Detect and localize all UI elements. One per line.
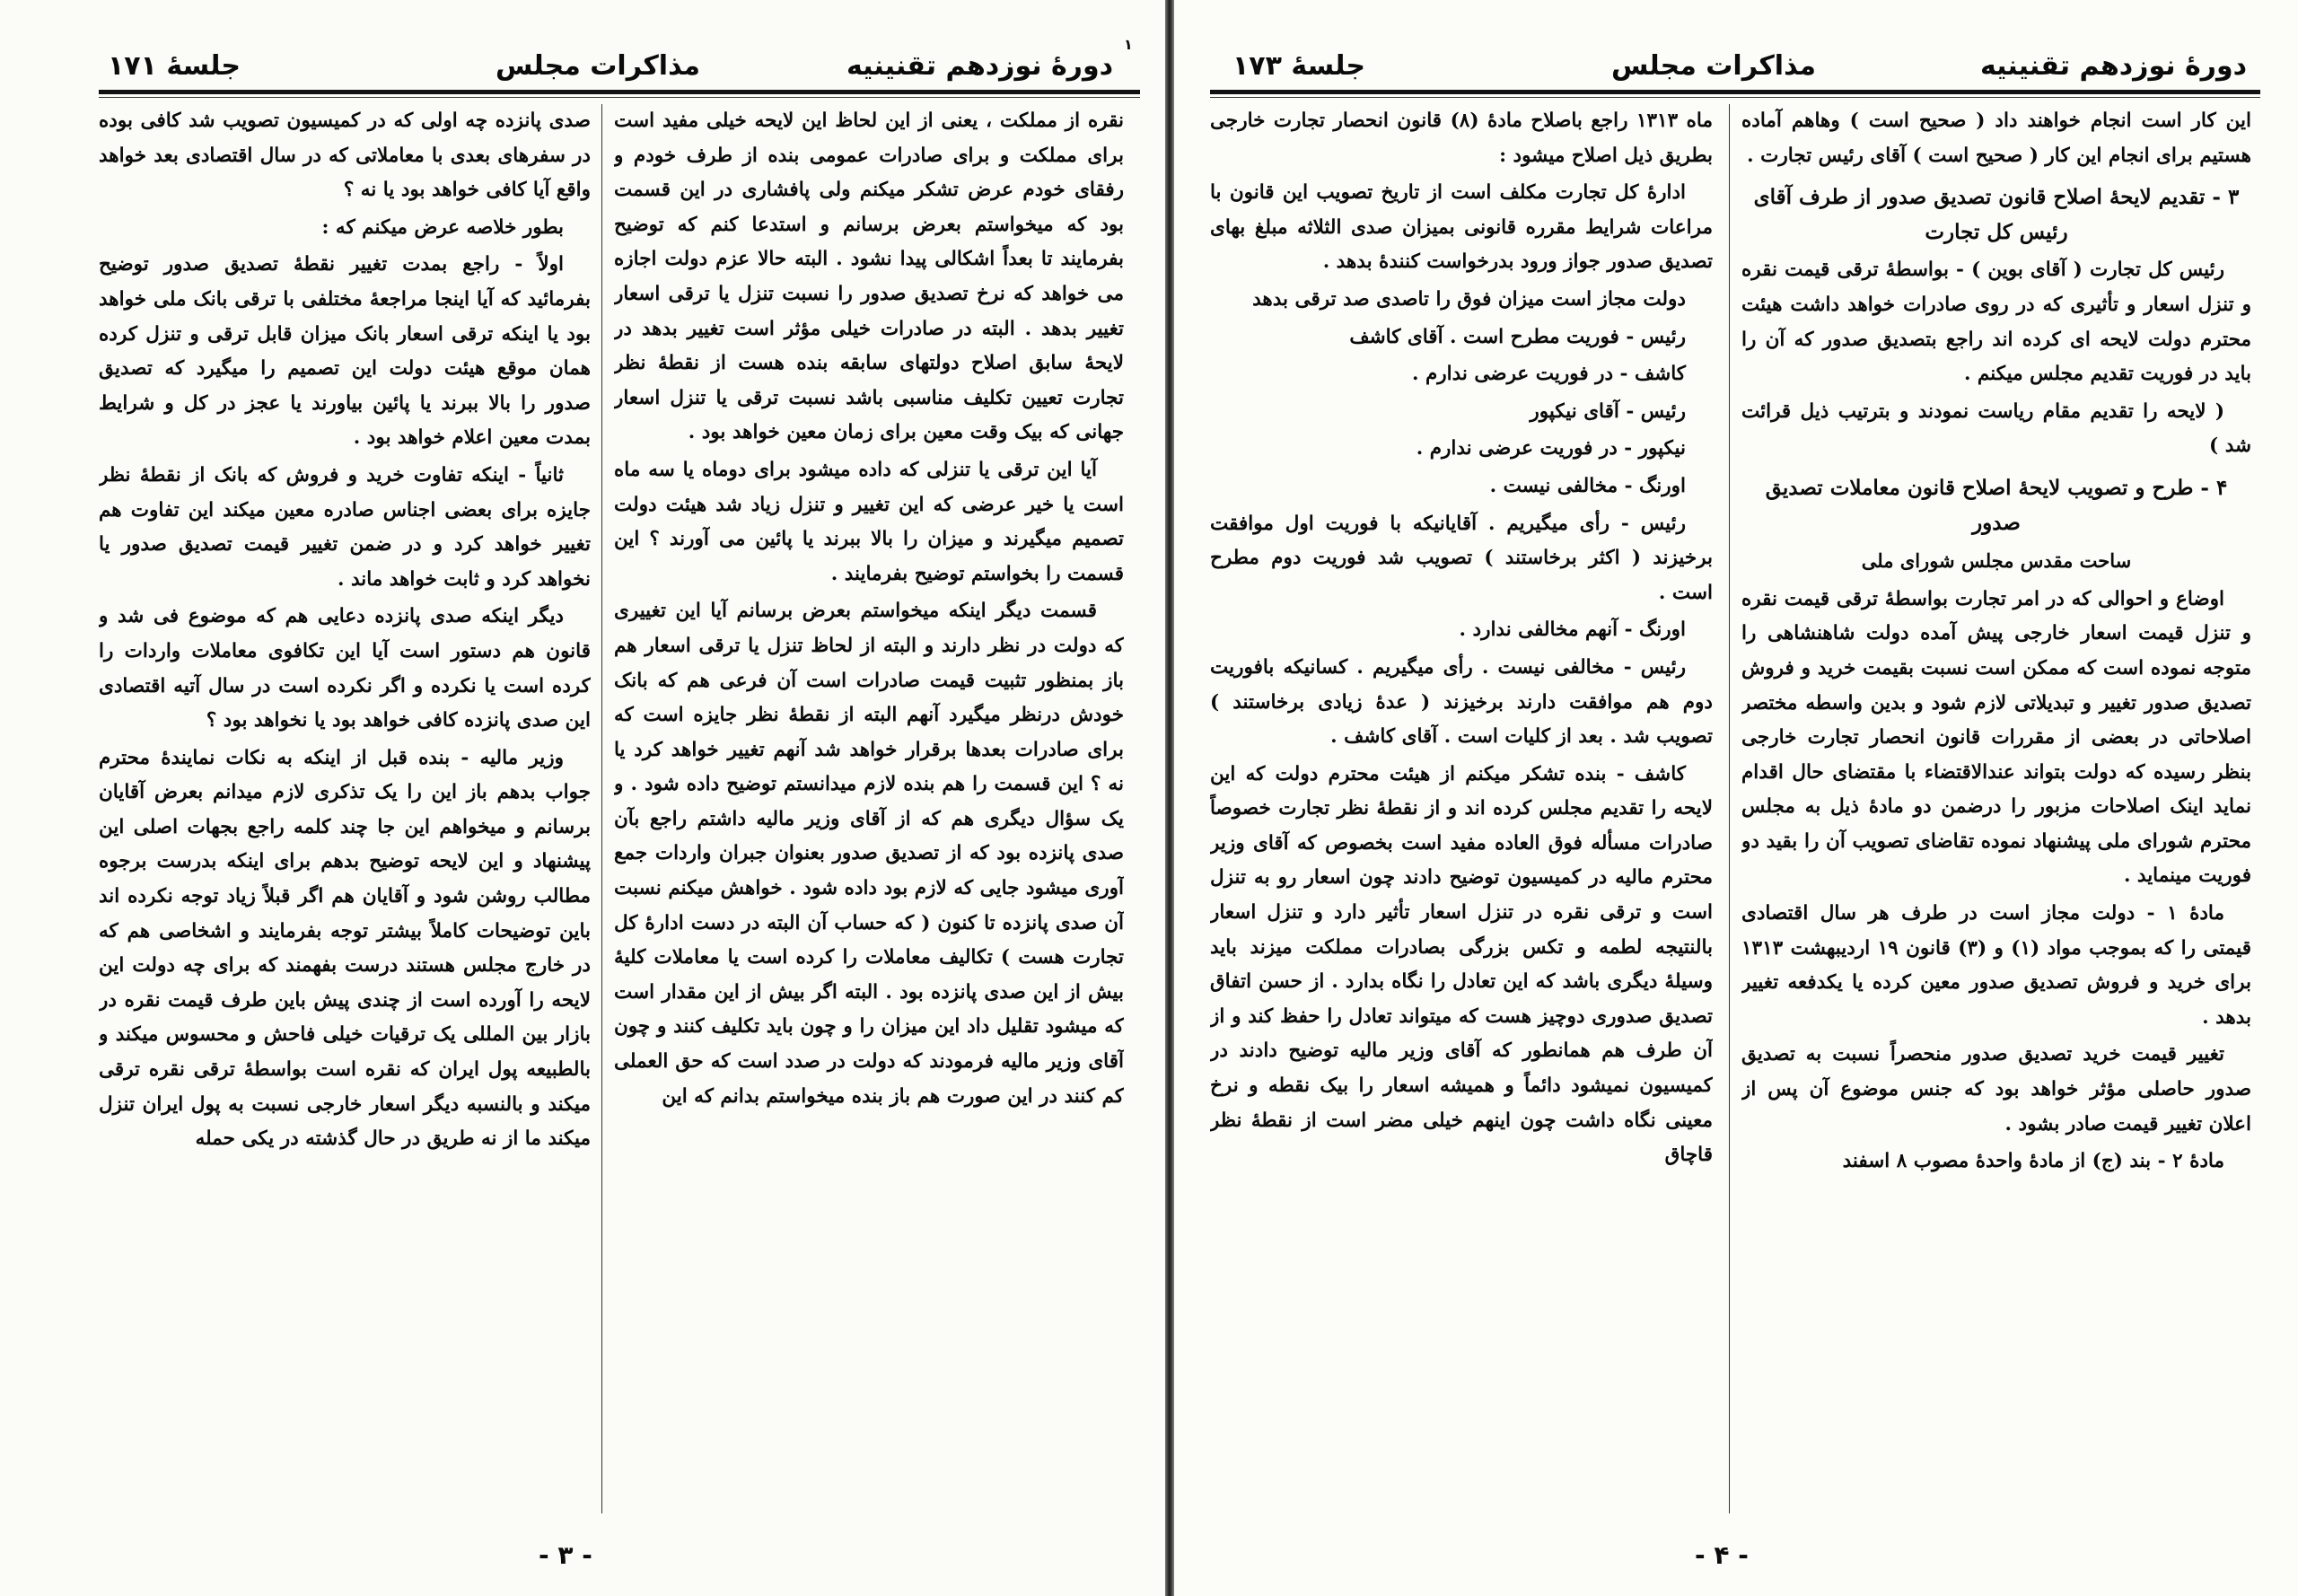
paragraph: وزیر مالیه - بنده قبل از اینکه به نکات نمایندۀ محترم جواب بدهم باز این را یک تذکری لازم میدانم بعرض آقایان برسانم و میخواهم این جا چند کلمه راجع بجهات اصلی این پیشنهاد و این لایحه توضیح بدهم برای اینکه بدرست برجوه مطالب روشن شود و آقایان هم اگر قبلاً زیاد توجه نکرده اند باین توضیحات کاملاً بیشتر توجه بفرمایند و اشخاصی هم که در خارج مجلس هستند درست بفهمند که برای چه دولت این لایحه را آورده است از چندی پیش باین طرف قیمت نقره در بازار بین المللی یک ترقیات خیلی فاحش و محسوس میکند و بالطبیعه پول ایران که نقره است بواسطۀ ترقی نقره ترقی میکند و بالنسبه دیگر اسعار خارجی نسبت به پول ایران تنزل میکند ما از نه طریق در حال گذشته در یکی حمله [99,746,591,1151]
left-page-corner-mark: ۱ [1124,36,1133,53]
paragraph: مادۀ ۲ - بند (ج) از مادۀ واحدۀ مصوب ۸ اسفند [1842,1150,2224,1173]
right-page-column-right [1741,104,2251,1522]
column-divider [1729,104,1730,1513]
right-page-number: - ۴ - [1695,1540,1749,1570]
section-heading: ۳ - تقدیم لایحۀ اصلاح قانون تصدیق صدور از طرف آقای رئیس کل تجارت [1753,185,2240,244]
column-divider [601,104,602,1513]
paragraph: تغییر قیمت خرید تصدیق صدور منحصراً نسبت به تصدیق صدور حاصلی مؤثر خواهد بود که جنس موضوع آن پس از اعلان تغییر قیمت صادر بشود . [1741,1043,2251,1136]
paragraph: رئیس کل تجارت ( آقای بوین ) - بواسطۀ ترقی قیمت نقره و تنزل اسعار و تأثیری که در روی صادرات خواهد داشت هیئت محترم دولت لایحه ای کرده اند راجع بتصدیق صدور که آن را باید در فوریت تقدیم مجلس میکنم . [1741,259,2251,386]
paragraph: مادۀ ۱ - دولت مجاز است در طرف هر سال اقتصادی قیمتی را که بموجب مواد (۱) و (۳) قانون ۱۹ اردیبهشت ۱۳۱۳ برای خرید و فروش تصدیق صدور معین کرده یا یکدفعه تغییر بدهد . [1741,902,2251,1029]
paragraph: آیا این ترقی یا تنزلی که داده میشود برای دوماه یا سه ماه است یا خیر عرضی که این تغییر و تنزل زیاد شد هیئت دولت تصمیم میگیرند و میزان را بالا ببرند یا پائین می آورند ؟ این قسمت را بخواستم توضیح بفرمایند . [614,458,1124,585]
left-header-session-period: دورۀ نوزدهم تقنینیه [846,50,1113,82]
right-page-header [1215,47,2256,86]
right-page [1174,0,2298,1596]
paragraph: کاشف - در فوریت عرضی ندارم . [1412,363,1686,386]
book-spine [1165,0,1174,1596]
left-header-rule-thin [99,97,1140,98]
right-header-rule [1210,90,2260,94]
right-header-title: مذاکرات مجلس [1610,50,1816,82]
right-page-column-left [1210,104,1713,1522]
section-heading: ۴ - طرح و تصویب لایحۀ اصلاح قانون معاملات تصدیق صدور [1765,475,2228,535]
left-page-column-right [614,104,1124,1522]
paragraph: ثانیاً - اینکه تفاوت خرید و فروش که بانک از نقطۀ نظر جایزه برای بعضی اجناس صادره معین میکند این تفاوت هم تغییر خواهد کرد و در ضمن تغییر قیمت تصدیق صدور یا نخواهد کرد و ثابت خواهد ماند . [99,463,591,591]
right-header-session-number: جلسۀ ۱۷۳ [1232,50,1365,82]
paragraph: اورنگ - آنهم مخالفی ندارد . [1459,618,1686,642]
paragraph: اورنگ - مخالفی نیست . [1489,474,1686,497]
left-page-header [99,47,1131,86]
right-header-rule-thin [1210,97,2260,98]
paragraph: دیگر اینکه صدی پانزده دعایی هم که موضوع فی شد و قانون هم دستور است آیا این تکافوی معاملات واردات را کرده است یا نکرده و اگر نکرده است در سال آتیه اقتصادی این صدی پانزده کافی خواهد بود یا نخواهد بود ؟ [99,605,591,732]
paragraph: نیکپور - در فوریت عرضی ندارم . [1416,437,1686,460]
left-header-title: مذاکرات مجلس [495,50,700,82]
right-header-session-period: دورۀ نوزدهم تقنینیه [1979,50,2247,82]
paragraph: ماه ۱۳۱۳ راجع باصلاح مادۀ (۸) قانون انحصار تجارت خارجی بطریق ذیل اصلاح میشود : [1210,110,1713,167]
paragraph: بطور خلاصه عرض میکنم که : [321,215,564,239]
paragraph: اولاً - راجع بمدت تغییر نقطۀ تصدیق صدور توضیح بفرمائید که آیا اینجا مراجعۀ مختلفی با ترقی بانک ملی خواهد بود یا اینکه ترقی اسعار بانک میزان قابل ترقی و تنزل کرده همان موقع هیئت دولت این تصمیم را میگیرد که تصدیق صدور را بالا ببرند یا پائین بیاورند یا عجز در کل و شرایط بمدت معین اعلام خواهد بود . [99,253,591,450]
salutation: ساحت مقدس مجلس شورای ملی [1861,549,2132,573]
paragraph: قسمت دیگر اینکه میخواستم بعرض برسانم آیا این تغییری که دولت در نظر دارند و البته از لحاظ تنزل یا ترقی اسعار هم باز بمنظور تثبیت قیمت صادرات است آن فرعی هم که بانک خودش درنظر میگیرد آنهم البته از نقطۀ نظر جایزه است که برای صادرات بعدها برقرار خواهد شد آنهم تغییر خواهد کرد یا نه ؟ این قسمت را هم بنده لازم میدانستم توضیح داده شود . و یک سؤال دیگری هم که از آقای وزیر مالیه داشتم راجع بآن صدی پانزده بود که از تصدیق صدور بعنوان جبران واردات جمع آوری میشود جایی که لازم بود داده شود . خواهش میکنم نسبت آن صدی پانزده تا کنون ( که حساب آن البته در دست ادارۀ کل تجارت هست ) تکالیف معاملات را کرده است یا معاملات کلیۀ بیش از این صدی پانزده بود . البته اگر بیش از این مقدار است که میشود تقلیل داد این میزان را و چون باید تکلیف کنند و چون آقای وزیر مالیه فرمودند که دولت در صدد است که حق العملی کم کنند در این صورت هم باز بنده میخواستم بدانم که این [614,600,1124,1108]
paragraph: رئیس - آقای نیکپور [1530,399,1686,423]
left-page-column-left [99,104,591,1522]
paragraph: کاشف - بنده تشکر میکنم از هیئت محترم دولت که این لایحه را تقدیم مجلس کرده اند و از نقطۀ نظر تجارت خصوصاً صادرات مسأله فوق العاده مفید است بخصوص که آقای وزیر محترم مالیه در کمیسیون توضیح دادند چون اسعار رو به تنزل است و ترقی نقره در تنزل اسعار تأثیر دارد و تنزل اسعار بالنتیجه لطمه و تکس بزرگی بصادرات مملکت میزند باید وسیلۀ دیگری باشد که این تعادل را نگاه بدارد . از حسن اتفاق تصدیق صدوری دوچیز هست که میتواند تعادل را حفظ کند و از آن طرف هم همانطور که آقای وزیر مالیه توضیح دادند در کمیسیون نمیشود دائماً و همیشه اسعار را بیک نقطه و نرخ معینی نگاه داشت چون اینهم خیلی مضر است از نقطۀ نظر قاچاق [1210,762,1713,1167]
paragraph: اوضاع و احوالی که در امر تجارت بواسطۀ ترقی قیمت نقره و تنزل قیمت اسعار خارجی پیش آمده دولت شاهنشاهی را متوجه نموده است که ممکن است نسبت بقیمت خرید و فروش تصدیق صدور تغییر و تبدیلاتی لازم شود و بدین واسطه مختصر اصلاحاتی در بعضی از مقررات قانون انحصار تجارت خارجی بنظر رسیده که دولت بتواند عندالاقتضاء با مقتضای حال اقدام نماید اینک اصلاحات مزبور را درضمن دو مادۀ ذیل به مجلس محترم شورای ملی پیشنهاد نموده تقاضای تصویب آن را بقید دو فوریت مینماید . [1741,587,2251,888]
paragraph: صدی پانزده چه اولی که در کمیسیون تصویب شد کافی بوده در سفرهای بعدی با معاملاتی که در سال اقتصادی بعد خواهد واقع آیا کافی خواهد بود یا نه ؟ [99,110,591,202]
left-page-number: - ۳ - [539,1540,592,1570]
paragraph: رئیس - رأی میگیریم . آقایانیکه با فوریت اول موافقت برخیزند ( اکثر برخاستند ) تصویب شد فوریت دوم مطرح است . [1210,512,1713,604]
paragraph: این کار است انجام خواهند داد ( صحیح است ) وهاهم آماده هستیم برای انجام این کار ( صحیح است ) آقای رئیس تجارت . [1741,110,2251,167]
left-header-session-number: جلسۀ ۱۷۱ [108,50,241,82]
paragraph: ( لایحه را تقدیم مقام ریاست نمودند و بترتیب ذیل قرائت شد ) [1741,399,2251,458]
paragraph: نقره از مملکت ، یعنی از این لحاظ این لایحه خیلی مفید است برای مملکت و برای صادرات عمومی بنده از طرف خودم و رفقای خودم عرض تشکر میکنم ولی پافشاری در این قسمت بود که میخواستم بعرض برسانم و استدعا کنم که توضیح بفرمایند تا بعداً اشکالی پیدا نشود . البته حالا عزم دولت اجازه می خواهد که نرخ تصدیق صدور را نسبت تنزل یا ترقی اسعار تغییر بدهد . البته در صادرات خیلی مؤثر است تغییر بدهد در لایحۀ سابق اصلاح دولتهای سابقه بنده هست از نقطۀ نظر تجارت تعیین تکلیف مناسبی باشد نسبت ترقی یا تنزل اسعار جهانی که بیک وقت معین برای زمان معین خواهد بود . [614,110,1124,444]
paragraph: رئیس - مخالفی نیست . رأی میگیریم . کسانیکه بافوریت دوم هم موافقت دارند برخیزند ( عدۀ زیادی برخاستند ) تصویب شد . بعد از کلیات است . آقای کاشف . [1210,655,1713,749]
paragraph: رئیس - فوریت مطرح است . آقای کاشف [1349,325,1686,348]
paragraph: دولت مجاز است میزان فوق را تاصدی صد ترقی بدهد [1252,287,1686,311]
paragraph: ادارۀ کل تجارت مکلف است از تاریخ تصویب این قانون با مراعات شرایط مقرره قانونی بمیزان صدی الثلاثه مبلغ بهای تصدیق صدور جواز ورود بدرخواست کنندۀ بدهد . [1210,181,1713,274]
left-header-rule [99,90,1140,94]
